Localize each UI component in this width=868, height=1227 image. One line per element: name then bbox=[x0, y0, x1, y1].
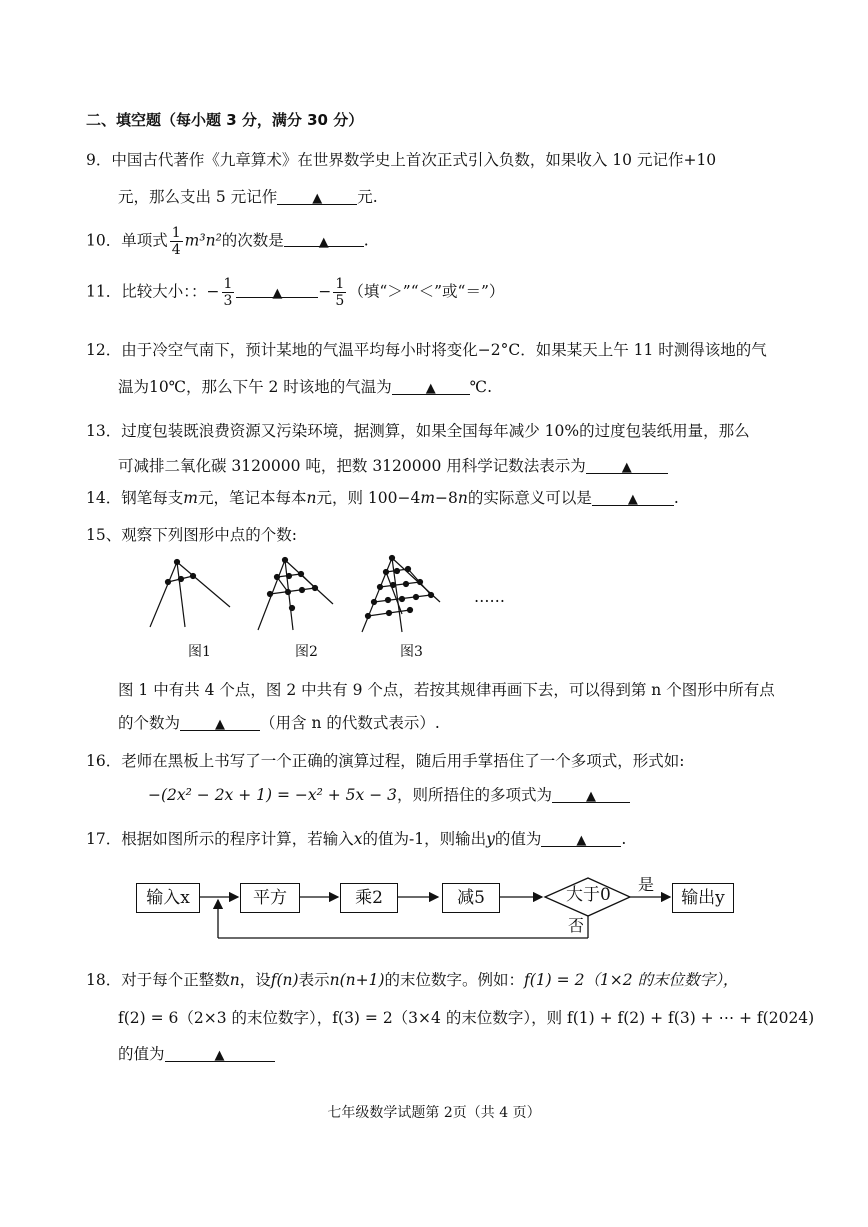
question-text: 钢笔每支 bbox=[121, 489, 184, 507]
example-text: f(1) = 2（1×2 的末位数字）， bbox=[524, 971, 739, 989]
answer-blank[interactable] bbox=[552, 785, 630, 803]
question-text: . bbox=[673, 489, 679, 507]
fraction-1 bbox=[222, 276, 235, 309]
flow-input-box: 输入x bbox=[136, 883, 200, 913]
question-18 bbox=[86, 970, 738, 990]
triangle-icon: ▲ bbox=[586, 789, 596, 804]
question-text: . bbox=[621, 830, 627, 848]
figure-1 bbox=[150, 560, 230, 628]
variable-n: n bbox=[306, 489, 317, 507]
figure-3-caption: 图3 bbox=[400, 644, 423, 660]
question-text: −8 bbox=[435, 489, 458, 507]
variable-m: m bbox=[420, 489, 436, 507]
question-text: 中国古代著作《九章算术》在世界数学史上首次正式引入负数，如果收入 10 元记作+10 bbox=[111, 151, 717, 169]
question-number: 14． bbox=[86, 489, 122, 507]
answer-blank[interactable] bbox=[165, 1044, 275, 1062]
answer-blank[interactable] bbox=[284, 229, 364, 250]
answer-blank[interactable] bbox=[180, 713, 260, 731]
variable-n: n bbox=[457, 489, 468, 507]
question-text: 比较大小：： bbox=[121, 282, 207, 301]
question-18-line2: f(2) = 6（2×3 的末位数字），f(3) = 2（3×4 的末位数字），则 f(1) + f(2) + f(3) + ⋯ + f(2024) bbox=[118, 1009, 815, 1027]
figure-2 bbox=[258, 558, 333, 631]
fraction-numerator: 1 bbox=[171, 225, 181, 241]
math-expression: −(2x² − 2x + 1) = −x² + 5x − 3 bbox=[148, 786, 397, 804]
question-text: 的个数为 bbox=[118, 714, 181, 732]
question-text: 对于每个正整数 bbox=[121, 971, 230, 989]
question-14 bbox=[86, 488, 679, 508]
triangle-icon: ▲ bbox=[214, 1048, 225, 1063]
question-11 bbox=[86, 276, 504, 309]
question-number: 10． bbox=[86, 231, 122, 250]
question-number: 11． bbox=[86, 282, 122, 301]
question-text: ℃. bbox=[469, 378, 493, 396]
section-title: 二、填空题（每小题 3 分，满分 30 分） bbox=[86, 111, 364, 129]
question-hint: （填“＞”“＜”或“＝”） bbox=[348, 282, 505, 301]
question-text: 元，则 100−4 bbox=[316, 489, 421, 507]
question-text: 元，笔记本每本 bbox=[197, 489, 307, 507]
question-9 bbox=[86, 150, 716, 170]
question-16-line2 bbox=[148, 785, 630, 805]
variable-n: n bbox=[229, 971, 240, 989]
variable-x: x bbox=[353, 830, 363, 848]
fraction bbox=[170, 225, 183, 258]
answer-blank[interactable] bbox=[236, 280, 318, 301]
fraction-numerator: 1 bbox=[223, 276, 233, 292]
figure-1-caption: 图1 bbox=[188, 644, 211, 660]
answer-blank[interactable] bbox=[586, 456, 668, 474]
question-10 bbox=[86, 225, 369, 258]
question-text: 老师在黑板上书写了一个正确的演算过程，随后用手掌捂住了一个多项式，形式如: bbox=[121, 752, 685, 770]
question-text: ，设 bbox=[239, 971, 271, 989]
question-text: 单项式 bbox=[121, 231, 168, 250]
question-text: . bbox=[363, 231, 369, 250]
page-footer: 七年级数学试题第 2页（共 4 页） bbox=[327, 1105, 541, 1121]
triangle-icon: ▲ bbox=[312, 191, 323, 206]
question-text: 的值为 bbox=[118, 1045, 165, 1063]
triangle-icon: ▲ bbox=[318, 234, 329, 250]
question-number: 17． bbox=[86, 830, 122, 848]
question-text: 的末位数字。例如： bbox=[384, 971, 525, 989]
question-text: 由于冷空气南下，预计某地的气温平均每小时将变化−2°C．如果某天上午 11 时测得该地的气 bbox=[121, 341, 767, 359]
question-12-line2 bbox=[118, 377, 492, 397]
flow-multiply-box: 乘2 bbox=[340, 883, 398, 913]
question-text: 可减排二氧化碳 3120000 吨，把数 3120000 用科学记数法表示为 bbox=[118, 457, 586, 475]
question-16 bbox=[86, 751, 684, 771]
minus-sign: − bbox=[318, 282, 332, 301]
triangle-icon: ▲ bbox=[272, 285, 283, 301]
fraction-denominator: 4 bbox=[171, 242, 181, 258]
question-text: 的值为 bbox=[494, 830, 542, 848]
question-number: 15、 bbox=[86, 526, 122, 544]
expression-n: n(n+1) bbox=[329, 971, 385, 989]
variable-y: y bbox=[486, 830, 495, 848]
question-text: 观察下列图形中点的个数: bbox=[121, 526, 297, 544]
question-text: ，则所捂住的多项式为 bbox=[396, 786, 552, 804]
fraction-2 bbox=[333, 276, 346, 309]
question-18-line3 bbox=[118, 1044, 275, 1064]
question-number: 9． bbox=[86, 151, 112, 169]
question-17 bbox=[86, 829, 626, 849]
figure-3 bbox=[362, 556, 440, 633]
fraction-denominator: 5 bbox=[335, 293, 345, 309]
triangle-icon: ▲ bbox=[215, 717, 226, 732]
answer-blank[interactable] bbox=[541, 829, 621, 847]
question-number: 13． bbox=[86, 422, 122, 440]
function-f: f(n) bbox=[270, 971, 299, 989]
question-12 bbox=[86, 340, 767, 360]
minus-sign: − bbox=[206, 282, 220, 301]
answer-blank[interactable] bbox=[277, 187, 357, 205]
question-15 bbox=[86, 525, 297, 545]
triangle-icon: ▲ bbox=[621, 460, 632, 475]
question-text: 的次数是 bbox=[221, 231, 284, 250]
question-text: 元. bbox=[357, 188, 378, 206]
flow-no-label: 否 bbox=[568, 916, 585, 935]
figure-ellipsis: …… bbox=[474, 588, 505, 606]
variable-m: m bbox=[183, 489, 198, 507]
question-text: 表示 bbox=[298, 971, 330, 989]
question-13 bbox=[86, 421, 750, 441]
flow-output-box: 输出y bbox=[672, 883, 734, 913]
question-text: 过度包装既浪费资源又污染环境，据测算，如果全国每年减少 10%的过度包装纸用量，那么 bbox=[121, 422, 750, 440]
triangle-icon: ▲ bbox=[576, 833, 587, 848]
figure-2-caption: 图2 bbox=[295, 644, 318, 660]
fraction-numerator: 1 bbox=[335, 276, 345, 292]
triangle-icon: ▲ bbox=[627, 492, 638, 507]
flow-square-box: 平方 bbox=[240, 883, 300, 913]
flow-subtract-box: 减5 bbox=[442, 883, 500, 913]
question-13-line2 bbox=[118, 456, 668, 476]
flowchart-lines bbox=[130, 872, 750, 947]
question-number: 18． bbox=[86, 971, 122, 989]
question-text: （用含 n 的代数式表示）. bbox=[260, 714, 440, 732]
question-number: 12． bbox=[86, 341, 122, 359]
question-text: 根据如图所示的程序计算，若输入 bbox=[121, 830, 354, 848]
question-text: 元，那么支出 5 元记作 bbox=[118, 188, 278, 206]
question-number: 16． bbox=[86, 752, 122, 770]
question-15-line2: 图 1 中有共 4 个点，图 2 中共有 9 个点，若按其规律再画下去，可以得到第 n 个图形中所有点 bbox=[118, 681, 775, 699]
monomial: m³n² bbox=[184, 231, 222, 250]
flow-yes-label: 是 bbox=[638, 875, 655, 894]
question-9-line2 bbox=[118, 187, 378, 207]
question-text: 的实际意义可以是 bbox=[467, 489, 592, 507]
question-text: 温为10℃，那么下午 2 时该地的气温为 bbox=[118, 378, 392, 396]
question-15-line3 bbox=[118, 713, 440, 733]
question-text: 的值为-1，则输出 bbox=[362, 830, 487, 848]
answer-blank[interactable] bbox=[392, 377, 470, 395]
answer-blank[interactable] bbox=[592, 488, 674, 506]
fraction-denominator: 3 bbox=[223, 293, 233, 309]
flow-condition: 大于0 bbox=[566, 885, 611, 905]
triangle-icon: ▲ bbox=[425, 381, 436, 396]
